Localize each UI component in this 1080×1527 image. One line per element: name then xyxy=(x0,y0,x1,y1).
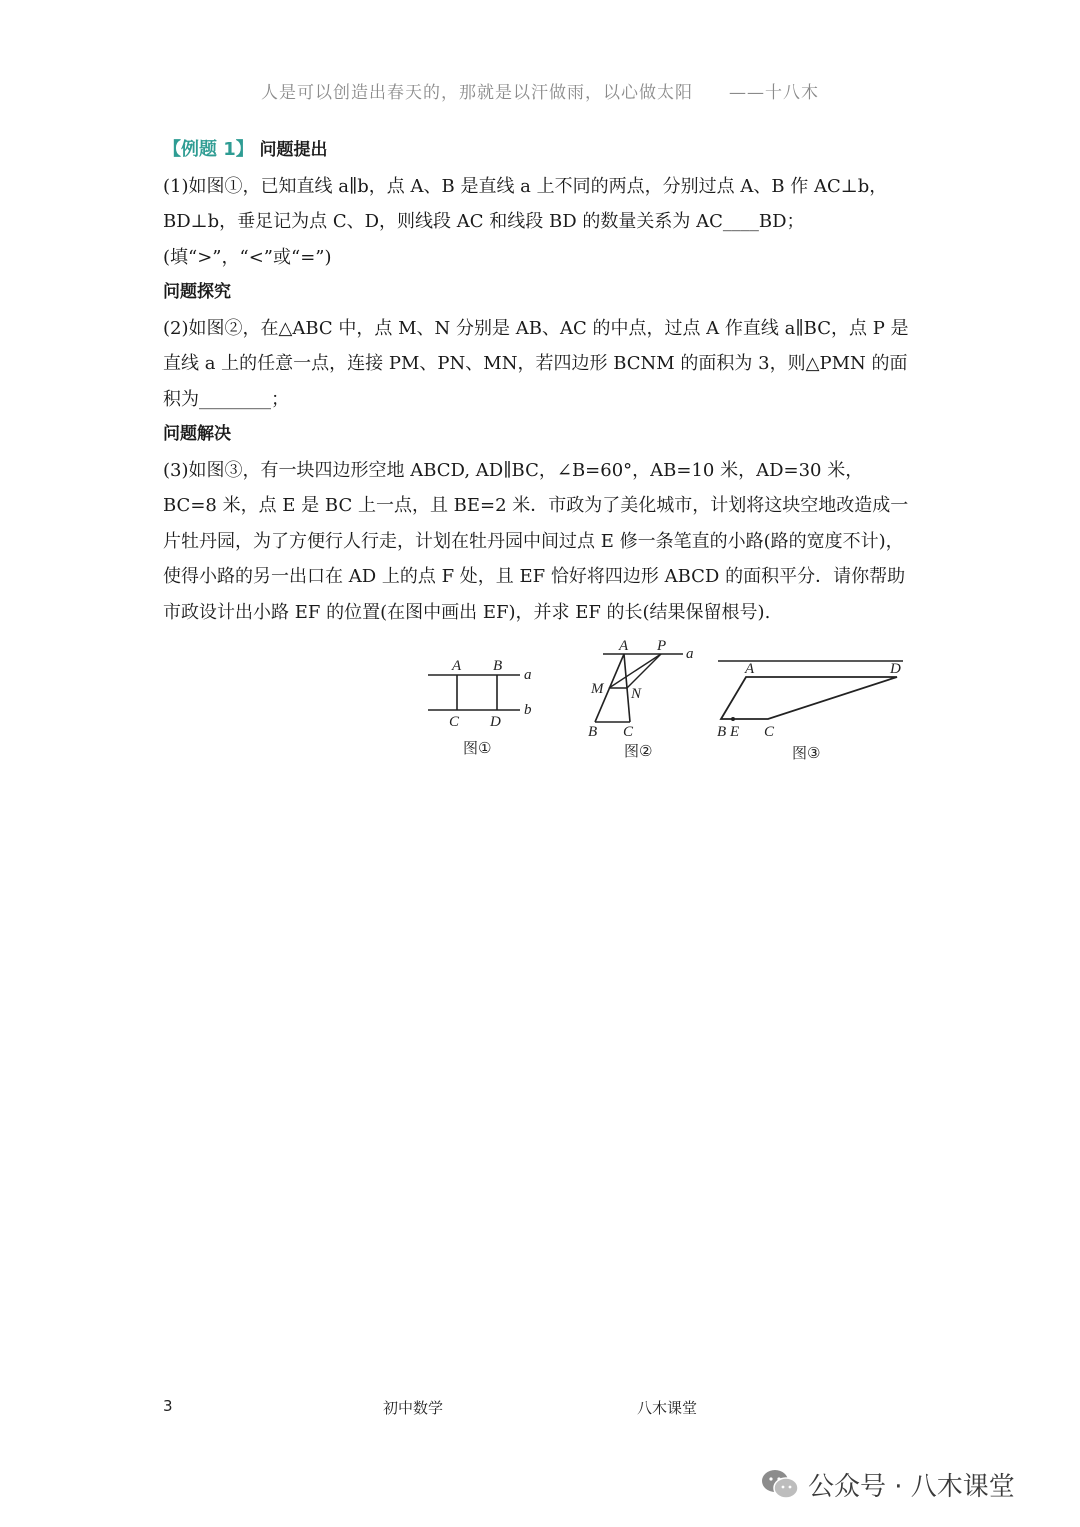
watermark xyxy=(760,1462,1015,1506)
figure-3 xyxy=(717,661,903,740)
label-E3: E xyxy=(730,724,740,740)
label-b: b xyxy=(524,702,532,718)
example-tag: 【例题 1】 xyxy=(163,139,254,160)
label-C2: C xyxy=(623,724,634,740)
label-a2: a xyxy=(686,646,694,662)
example-title: 问题提出 xyxy=(259,140,328,160)
part2-text: (2)如图②，在△ABC 中，点 M、N 分别是 AB、AC 的中点，过点 A 作直线 a∥BC，点 P 是直线 a 上的任意一点，连接 PM、PN、MN，若四边形 BCNM 的面积为 3，则△PMN 的面积为________； xyxy=(163,317,909,410)
caption-fig1: 图① xyxy=(463,739,492,757)
label-a: a xyxy=(524,667,532,683)
label-B2: B xyxy=(588,724,598,740)
quadrilateral-abcd xyxy=(721,677,897,719)
figures-row xyxy=(0,630,1080,770)
motto-author: ——十八木 xyxy=(729,83,819,103)
segment-pn xyxy=(627,654,661,688)
label-C3: C xyxy=(764,724,775,740)
motto-text: 人是可以创造出春天的，那就是以汗做雨，以心做太阳 xyxy=(261,83,693,103)
point-E xyxy=(731,717,735,721)
heading-solve: 问题解决 xyxy=(163,424,231,444)
label-D3: D xyxy=(890,661,901,677)
label-M: M xyxy=(591,681,604,697)
watermark-text: 公众号 · 八木课堂 xyxy=(808,1471,1015,1502)
label-A: A xyxy=(452,658,462,674)
label-B3: B xyxy=(717,724,727,740)
example-content xyxy=(163,132,915,630)
page-number: 3 xyxy=(163,1397,173,1415)
label-D: D xyxy=(490,714,501,730)
figure-2 xyxy=(588,638,694,740)
figures-svg xyxy=(0,630,1080,770)
footer-subject: 初中数学 xyxy=(383,1399,444,1417)
label-N: N xyxy=(631,686,642,702)
part1-text: (1)如图①，已知直线 a∥b，点 A、B 是直线 a 上不同的两点，分别过点 A、B 作 AC⊥b，BD⊥b，垂足记为点 C、D，则线段 AC 和线段 BD 的数量关系为 AC____BD；(填“>”，“<”或“=”) xyxy=(163,175,888,268)
heading-explore: 问题探究 xyxy=(163,282,231,302)
label-A3: A xyxy=(745,661,755,677)
label-B: B xyxy=(493,658,503,674)
label-C: C xyxy=(449,714,460,730)
label-A2: A xyxy=(619,638,629,654)
part3-text: (3)如图③，有一块四边形空地 ABCD, AD∥BC，∠B=60°，AB=10 米，AD=30 米，BC=8 米，点 E 是 BC 上一点，且 BE=2 米．市政为了美化城市，计划将这块空地改造成一片牡丹园，为了方便行人行走，计划在牡丹园中间过点 E 修一条笔直的小路(路的宽度不计)，使得小路的另一出口在 AD 上的点 F 处，且 EF 恰好将四边形 ABCD 的面积平分．请你帮助市政设计出小路 EF 的位置(在图中画出 EF)，并求 EF 的长(结果保留根号). xyxy=(163,459,909,623)
label-P: P xyxy=(657,638,667,654)
caption-fig2: 图② xyxy=(624,742,653,760)
header-motto xyxy=(0,78,1080,103)
example-heading xyxy=(163,132,915,169)
footer-brand: 八木课堂 xyxy=(637,1399,698,1417)
wechat-icon xyxy=(760,1467,800,1501)
figure-1 xyxy=(428,658,532,730)
caption-fig3: 图③ xyxy=(792,744,821,762)
